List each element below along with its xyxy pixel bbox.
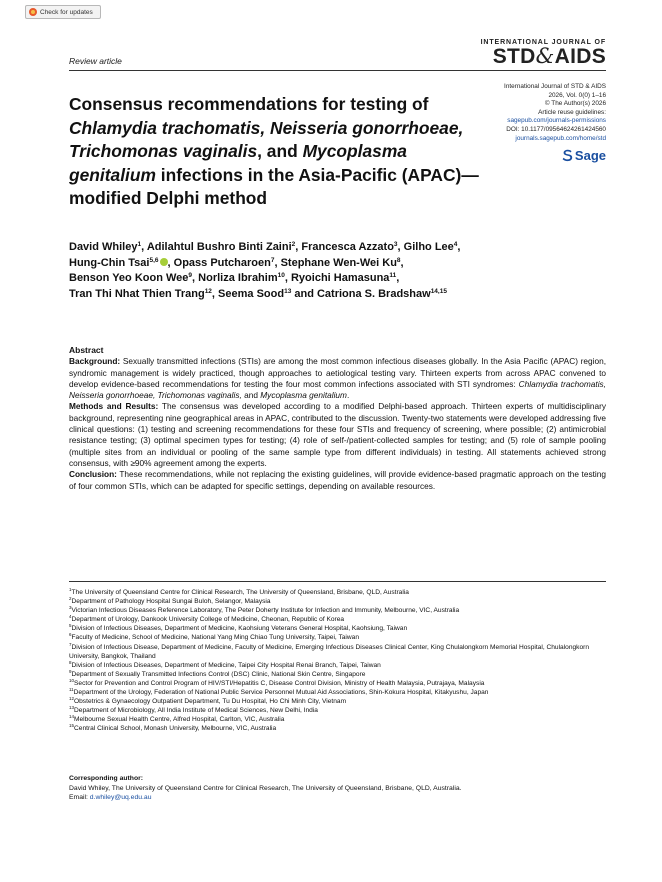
author-affiliation-sup: 2 [291,241,296,248]
publisher-logo [562,148,606,163]
affiliation-item [69,724,609,733]
author-separator: , [211,287,219,300]
abstract [69,345,606,492]
header-divider [69,70,606,71]
affiliation-text: Faculty of Medicine, School of Medicine, National Yang Ming Chiao Tung University, Taipei, Taiwan [71,634,359,642]
affiliation-text: Department of Sexually Transmitted Infections Control (DSC) Clinic, National Skin Centre, Singapore [71,670,366,678]
article-type: Review article [69,56,122,66]
affiliation-number: 15 [69,723,75,729]
author-affiliation-sup: 13 [284,287,292,295]
affiliation-text: Sector for Prevention and Control Program of HIV/STI/Hepatitis C, Disease Control Division, Ministry of Health Malaysia, Putrajaya, Malaysia [74,679,485,687]
background-italic: Chlamydia trachomatis, Neisseria gonorrhoeae, Trichomonas vaginalis, [69,378,606,401]
background-label: Background: [69,356,121,367]
affiliation-item [69,597,609,606]
journal-logo-amp: & [535,44,555,68]
background-text-3: . [346,390,350,401]
author-affiliation-sup: 14,15 [430,287,447,295]
affiliation-item [69,688,609,697]
author-affiliation-sup: 5,6 [149,256,159,264]
author-name: Stephane Wen-Wei Ku [280,256,397,269]
meta-volume: 2026, Vol. 0(0) 1–16 [548,91,606,99]
author-separator: , [192,272,199,285]
article-meta [504,83,606,143]
affiliation-item [69,643,609,661]
author-name: Opass Putcharoen [173,256,271,269]
author-affiliation-sup: 3 [393,241,398,248]
affiliation-item [69,679,609,688]
affiliation-item [69,706,609,715]
affiliation-item [69,624,609,633]
affiliation-number: 4 [69,614,72,620]
check-for-updates-button[interactable] [25,5,101,19]
affiliation-item [69,697,609,706]
title-part-2: , and [257,141,303,162]
sage-s-icon [562,149,573,162]
author-name: Francesca Azzato [301,241,394,253]
affiliation-text: Department of the Urology, Federation of National Public Service Personnel Mutual Aid Associations, Shin-Kokura Hospital, Kitakyushu, Japan [73,689,489,697]
author-affiliation-sup: 12 [204,287,212,295]
author-affiliation-sup: 1 [137,241,142,248]
abstract-background [69,356,606,401]
affiliation-number: 7 [69,641,72,647]
affiliation-item [69,606,609,615]
affiliation-number: 5 [69,623,72,629]
affiliation-text: The University of Queensland Centre for Clinical Research, The University of Queensland, Brisbane, QLD, Australia [71,589,409,596]
abstract-methods [69,401,606,469]
title-italic-1: Chlamydia trachomatis, Neisseria gonorrhoeae, Trichomonas vaginalis [69,117,464,162]
abstract-heading: Abstract [69,345,104,355]
affiliation-item [69,633,609,642]
affiliation-number: 1 [69,587,72,592]
affiliation-item [69,661,609,670]
background-text-1: Sexually transmitted infections (STIs) are among the most common infectious diseases globally. In the Asia Pacific (APAC) region, syndromic management is widely practiced, though approaches to aetiological testing vary. Thirteen experts from across APAC convened to develop evidence-based recommendations for testing the four most common infections associated with STI syndromes: [69,356,606,389]
author-separator: , [457,241,461,253]
author-name: Ryoichi Hamasuna [290,272,390,285]
affiliation-item [69,615,609,624]
author-separator: , [400,256,404,269]
journal-logo [481,39,606,67]
author-name: Catriona S. Bradshaw [316,287,431,300]
methods-text: The consensus was developed according to a modified Delphi-based approach. Thirteen experts of multidisciplinary background, representing nine geographical areas in APAC, contributed to the discussion. Twenty-two statements were developed addressing five clinical questions: (1) testing and screening recommendations for these four STIs and frequency of screening, where possible; (2) antimicrobial resistance testing; (3) optimal specimen types for testing; (4) role of self-/patient-collected samples for testing; and (5) role of sample pooling (multiple sites from an individual or pooling of the same sample type from different individuals) in testing. All statements achieved strong consensus, with ≥90% agreement among the experts. [69,401,607,468]
crossmark-icon [29,8,37,16]
email-label: Email: [69,794,90,802]
author-separator: , [141,241,147,253]
author-name: Adilahtul Bushro Binti Zaini [146,241,292,253]
methods-label: Methods and Results: [69,401,159,412]
journal-logo-main [481,46,606,67]
author-separator: , [274,256,281,269]
title-part-3: infections in the Asia-Pacific (APAC)—modified Delphi method [69,164,479,209]
email-link[interactable]: d.whiley@uq.edu.au [89,794,152,802]
abstract-conclusion [69,469,606,492]
affiliation-number: 11 [69,687,74,693]
author-name: Hung-Chin Tsai [69,256,150,269]
affiliation-number: 9 [69,668,72,674]
author-list [69,240,589,302]
meta-copyright: © The Author(s) 2026 [544,100,606,108]
affiliation-number: 3 [69,605,72,611]
footnote-divider [69,581,606,582]
orcid-icon[interactable] [160,258,168,266]
author-affiliation-sup: 7 [270,256,275,264]
title-italic-2: Mycoplasma genitalium [69,141,407,185]
conclusion-label: Conclusion: [69,469,117,480]
affiliation-text: Melbourne Sexual Health Centre, Alfred Hospital, Carlton, VIC, Australia [74,716,285,724]
article-title [69,93,489,211]
author-name: Seema Sood [218,287,285,300]
author-affiliation-sup: 8 [396,256,401,264]
reuse-link[interactable]: sagepub.com/journals-permissions [507,117,606,125]
affiliation-text: Division of Infectious Diseases, Department of Medicine, Kaohsiung Veterans General Hospital, Kaohsiung, Taiwan [71,625,408,633]
affiliation-text: Department of Urology, Dankook University College of Medicine, Cheonan, Republic of Korea [71,616,345,624]
corresponding-author [69,774,609,803]
affiliation-text: Division of Infectious Diseases, Department of Medicine, Taipei City Hospital Renai Branch, Taipei, Taiwan [71,661,381,669]
author-separator: and [291,287,317,300]
affiliation-item [69,715,609,724]
affiliation-number: 8 [69,659,72,665]
journal-home-link[interactable]: journals.sagepub.com/home/std [515,134,606,142]
journal-logo-top: INTERNATIONAL JOURNAL OF [480,39,606,46]
author-name: Gilho Lee [403,241,454,253]
affiliation-number: 12 [69,696,75,702]
affiliation-text: Division of Infectious Disease, Department of Medicine, Faculty of Medicine, Emerging Infectious Diseases Clinical Center, King Chulalongkorn Memorial Hospital, Chulalongkorn University, Bangkok, Thailand [69,643,590,660]
corresponding-email-line [69,793,609,803]
author-name: Tran Thi Nhat Thien Trang [69,287,205,300]
affiliation-number: 13 [69,705,75,711]
affiliation-number: 6 [69,632,72,638]
corresponding-text: David Whiley, The University of Queensland Centre for Clinical Research, The University of Queensland, Brisbane, QLD, Australia. [69,784,462,792]
affiliation-number: 10 [69,677,75,683]
author-separator: , [167,256,174,269]
check-for-updates-label: Check for updates [40,8,93,16]
affiliation-text: Department of Pathology Hospital Sungai Buloh, Selangor, Malaysia [71,598,271,606]
journal-logo-aids: AIDS [554,45,606,68]
author-affiliation-sup: 11 [389,272,397,280]
corresponding-heading: Corresponding author: [69,775,144,782]
author-separator: , [284,272,291,285]
affiliation-text: Department of Microbiology, All India Institute of Medical Sciences, New Delhi, India [74,707,318,715]
author-name: Norliza Ibrahim [198,272,278,285]
affiliation-number: 14 [69,714,75,720]
author-separator: , [295,241,302,253]
author-name: Benson Yeo Koon Wee [69,272,189,285]
affiliation-text: Victorian Infectious Diseases Reference Laboratory, The Peter Doherty Institute for Infection and Immunity, Melbourne, VIC, Australia [71,607,460,615]
meta-doi[interactable]: DOI: 10.1177/09564624261424560 [506,125,606,133]
conclusion-text: These recommendations, while not replacing the existing guidelines, will provide evidence-based pragmatic approach on the testing of four common STIs, which can be adapted for specific settings, depending on available resources. [69,469,606,491]
author-affiliation-sup: 10 [277,272,285,280]
author-affiliation-sup: 4 [453,241,458,248]
title-part-1: Consensus recommendations for testing of [69,94,429,114]
affiliation-text: Obstetrics & Gynaecology Outpatient Department, Tu Du Hospital, Ho Chi Minh City, Vietnam [74,698,347,706]
background-text-2: and [241,390,261,401]
meta-reuse: Article reuse guidelines: [538,108,606,116]
author-name: David Whiley [69,241,138,253]
journal-logo-std: STD [492,45,536,68]
author-affiliation-sup: 9 [188,272,193,280]
affiliations [69,588,609,734]
affiliation-number: 2 [69,596,72,602]
author-separator: , [397,241,404,253]
author-separator: , [396,272,400,285]
meta-journal: International Journal of STD & AIDS [504,83,606,90]
affiliation-text: Central Clinical School, Monash University, Melbourne, VIC, Australia [74,725,277,733]
affiliation-item [69,670,609,679]
publisher-name: Sage [574,148,606,163]
background-italic-2: Mycoplasma genitalium [260,390,347,401]
affiliation-item [69,588,609,597]
